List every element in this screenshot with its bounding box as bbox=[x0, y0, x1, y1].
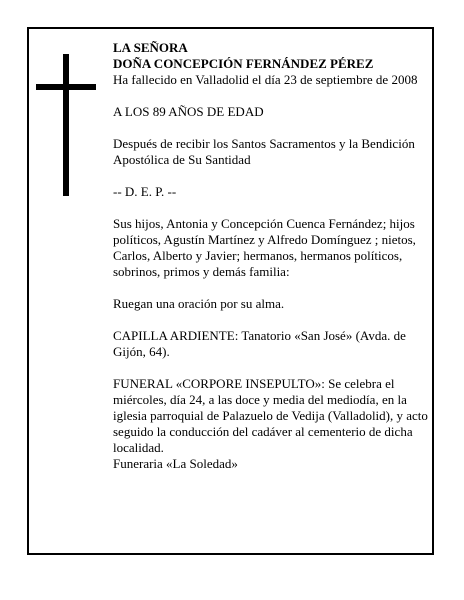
chapel-paragraph: CAPILLA ARDIENTE: Tanatorio «San José» (Avda. de Gijón, 64). bbox=[113, 328, 406, 359]
prayer-line: Ruegan una oración por su alma. bbox=[113, 296, 285, 311]
funeral-paragraph: FUNERAL «CORPORE INSEPULTO»: Se celebra el miércoles, día 24, a las doce y media del mediodía, en la iglesia parroquial de Palazuelo de Vedija (Valladolid), y acto seguido la conducción del cadáver al cementerio de dicha localidad. bbox=[113, 376, 428, 455]
sacraments-line: Después de recibir los Santos Sacramentos y la Bendición Apostólica de Su Santidad bbox=[113, 136, 415, 167]
rip-line: -- D. E. P. -- bbox=[113, 184, 177, 199]
family-paragraph: Sus hijos, Antonia y Concepción Cuenca Fernández; hijos políticos, Agustín Martínez y Alfredo Domínguez ; nietos, Carlos, Alberto y Javier; hermanos, hermanos políticos, sobrinos, primos y demás familia: bbox=[113, 216, 416, 279]
death-notice: Ha fallecido en Valladolid el día 23 de septiembre de 2008 bbox=[113, 72, 418, 87]
obituary-text bbox=[113, 40, 431, 472]
funeral-home: Funeraria «La Soledad» bbox=[113, 456, 238, 471]
cross-icon-horizontal-bar bbox=[36, 84, 96, 90]
deceased-name: DOÑA CONCEPCIÓN FERNÁNDEZ PÉREZ bbox=[113, 56, 374, 71]
heading-line1: LA SEÑORA bbox=[113, 40, 188, 55]
age-line: A LOS 89 AÑOS DE EDAD bbox=[113, 104, 264, 119]
cross-icon-vertical-bar bbox=[63, 54, 69, 196]
